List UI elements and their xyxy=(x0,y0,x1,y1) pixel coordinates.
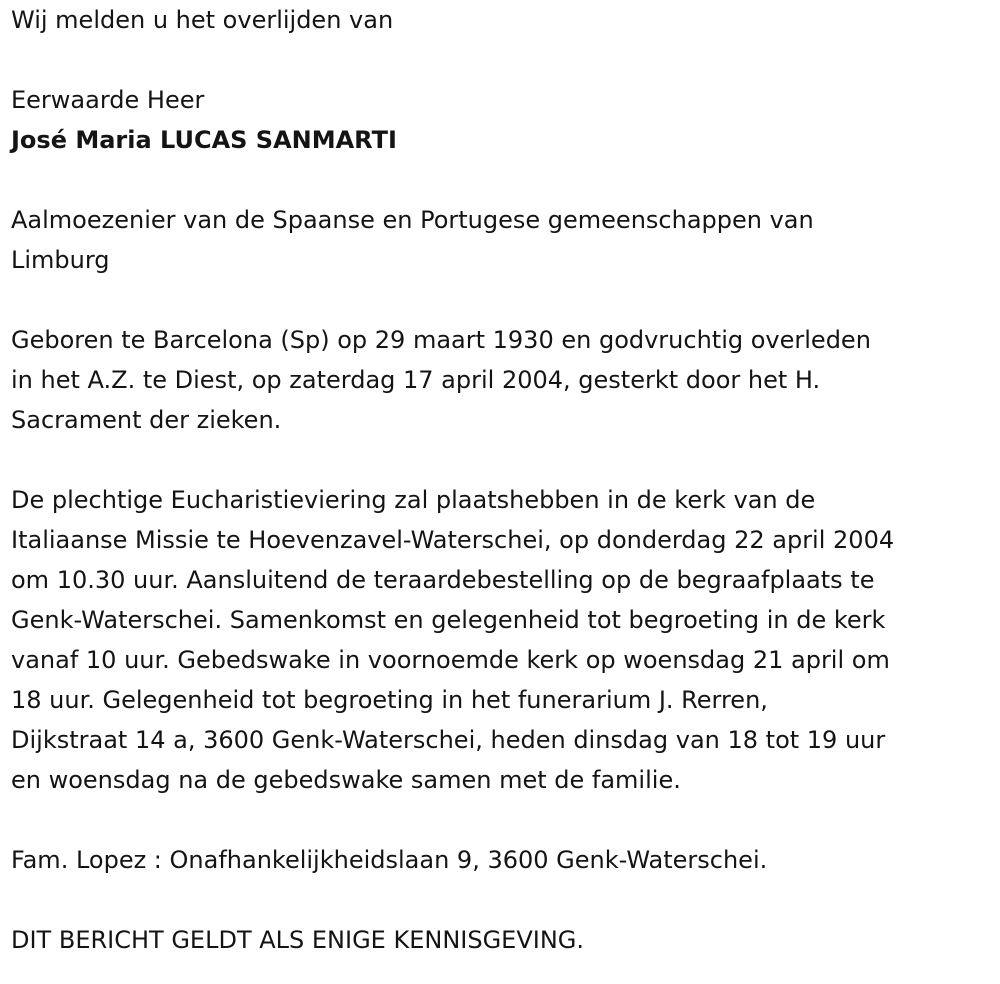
role-line: Limburg xyxy=(11,246,110,274)
ceremony-line: vanaf 10 uur. Gebedswake in voornoemde kerk op woensdag 21 april om xyxy=(11,646,890,674)
birth-death-line: Geboren te Barcelona (Sp) op 29 maart 1930 en godvruchtig overleden xyxy=(11,326,871,354)
obituary-document xyxy=(11,0,996,960)
deceased-name: José Maria LUCAS SANMARTI xyxy=(11,126,397,154)
ceremony-line: Dijkstraat 14 a, 3600 Genk-Waterschei, heden dinsdag van 18 tot 19 uur xyxy=(11,726,886,754)
spacer xyxy=(11,880,996,920)
birth-death-line: in het A.Z. te Diest, op zaterdag 17 april 2004, gesterkt door het H. xyxy=(11,366,821,394)
role-paragraph xyxy=(11,200,996,280)
ceremony-line: Italiaanse Missie te Hoevenzavel-Waterschei, op donderdag 22 april 2004 xyxy=(11,526,895,554)
spacer xyxy=(11,160,996,200)
birth-death-paragraph xyxy=(11,320,996,440)
spacer xyxy=(11,280,996,320)
intro-line: Wij melden u het overlijden van xyxy=(11,6,394,34)
ceremony-paragraph xyxy=(11,480,996,800)
birth-death-line: Sacrament der zieken. xyxy=(11,406,282,434)
ceremony-line: en woensdag na de gebedswake samen met de familie. xyxy=(11,766,681,794)
ceremony-line: om 10.30 uur. Aansluitend de teraardebestelling op de begraafplaats te xyxy=(11,566,875,594)
ceremony-line: 18 uur. Gelegenheid tot begroeting in het funerarium J. Rerren, xyxy=(11,686,768,714)
spacer xyxy=(11,40,996,80)
spacer xyxy=(11,800,996,840)
ceremony-line: Genk-Waterschei. Samenkomst en gelegenheid tot begroeting in de kerk xyxy=(11,606,886,634)
closing-notice: DIT BERICHT GELDT ALS ENIGE KENNISGEVING. xyxy=(11,926,585,954)
role-line: Aalmoezenier van de Spaanse en Portugese gemeenschappen van xyxy=(11,206,814,234)
spacer xyxy=(11,440,996,480)
family-address: Fam. Lopez : Onafhankelijkheidslaan 9, 3600 Genk-Waterschei. xyxy=(11,846,768,874)
ceremony-line: De plechtige Eucharistieviering zal plaatshebben in de kerk van de xyxy=(11,486,816,514)
honorific-line: Eerwaarde Heer xyxy=(11,86,205,114)
